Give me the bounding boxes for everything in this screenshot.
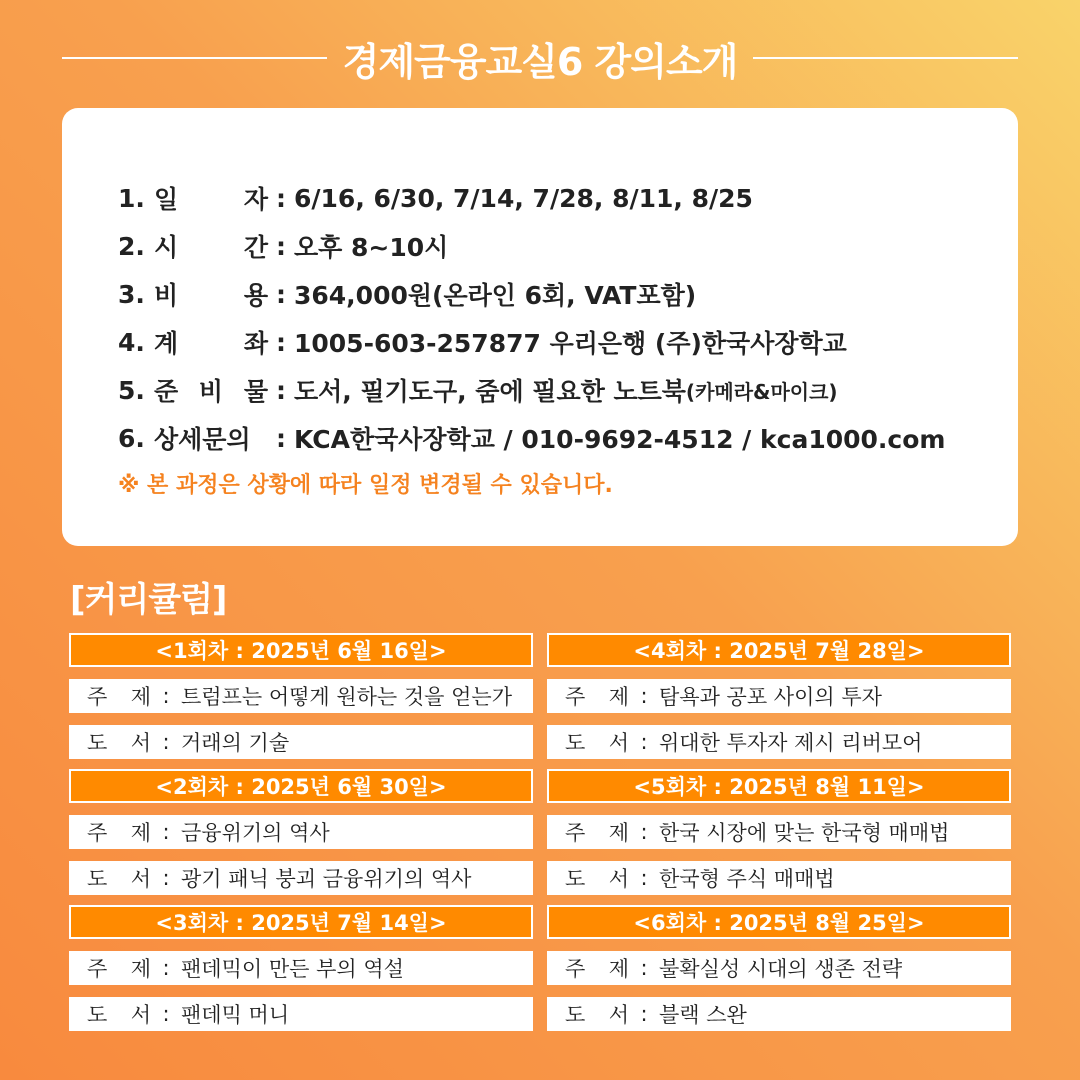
row-colon: : [640,820,648,844]
session-topic-row [69,815,533,849]
info-row-time [118,222,945,270]
session-header: <2회차 : 2025년 6월 30일> [69,769,533,803]
book-label-char: 서 [130,867,151,891]
book-label-char: 서 [608,1003,629,1027]
topic-label-char: 제 [608,957,629,981]
info-label-char: 자 [243,185,268,214]
book-label-char: 서 [608,731,629,755]
topic-label-char: 제 [130,821,151,845]
info-row-contact [118,414,945,462]
session-topic: 한국 시장에 맞는 한국형 매매법 [659,821,950,845]
session-topic: 탐욕과 공포 사이의 투자 [659,685,882,709]
row-colon: : [640,1002,648,1026]
session-topic: 팬데믹이 만든 부의 역설 [181,957,404,981]
row-colon: : [640,866,648,890]
book-label-char: 도 [87,1003,108,1027]
book-label-char: 도 [565,1003,586,1027]
topic-label-char: 주 [565,821,586,845]
topic-label-char: 제 [608,685,629,709]
topic-label-char: 주 [87,685,108,709]
info-label [154,372,268,408]
row-colon: : [162,730,170,754]
topic-label-char: 제 [130,957,151,981]
info-value: 오후 8~10시 [294,233,449,262]
row-colon: : [162,1002,170,1026]
session-topic: 불확실성 시대의 생존 전략 [659,957,903,981]
info-label [154,180,268,216]
info-colon: : [276,423,286,453]
info-label [154,228,268,264]
book-label-char: 서 [608,867,629,891]
info-number: 4. [118,327,145,357]
session-book: 거래의 기술 [181,731,290,755]
topic-label-char: 제 [130,685,151,709]
topic-label-char: 주 [565,685,586,709]
session-book-row [69,725,533,759]
row-colon: : [162,820,170,844]
topic-label [87,953,151,983]
session-book: 위대한 투자자 제시 리버모어 [659,731,923,755]
session-header: <3회차 : 2025년 7월 14일> [69,905,533,939]
book-label-char: 서 [130,731,151,755]
session-book: 한국형 주식 매매법 [659,867,835,891]
session-1 [69,633,533,769]
info-number: 5. [118,375,145,405]
info-colon: : [276,183,286,213]
topic-label [565,681,629,711]
info-label [154,324,268,360]
session-5 [547,769,1011,905]
book-label-char: 도 [565,731,586,755]
title-right-line [753,57,1018,59]
curriculum-title: [커리큘럼] [70,580,227,620]
session-topic: 트럼프는 어떻게 원하는 것을 얻는가 [181,685,512,709]
info-value: KCA한국사장학교 / 010-9692-4512 / kca1000.com [294,425,946,454]
info-label [154,276,268,312]
info-label-char: 시 [154,233,179,262]
info-colon: : [276,375,286,405]
info-label-char: 좌 [243,329,268,358]
session-header: <1회차 : 2025년 6월 16일> [69,633,533,667]
curriculum-column-right [547,633,1011,1041]
topic-label-char: 주 [87,957,108,981]
info-colon: : [276,327,286,357]
title-left-line [62,57,327,59]
session-book: 블랙 스완 [659,1003,747,1027]
book-label-char: 도 [87,867,108,891]
row-colon: : [640,684,648,708]
info-label [154,420,268,456]
session-book-row [69,861,533,895]
session-book-row [547,861,1011,895]
info-number: 3. [118,279,145,309]
book-label [565,863,629,893]
info-value: 364,000원(온라인 6회, VAT포함) [294,281,697,310]
topic-label [87,681,151,711]
book-label [87,727,151,757]
topic-label-char: 주 [565,957,586,981]
info-row-supplies [118,366,945,414]
header [62,30,1018,86]
book-label [565,999,629,1029]
info-row-cost [118,270,945,318]
curriculum-column-left [69,633,533,1041]
book-label [565,727,629,757]
info-label-char: 비 [198,377,224,406]
info-label-char: 용 [243,281,268,310]
book-label [87,999,151,1029]
page-title: 경제금융교실6 강의소개 [342,39,738,84]
topic-label [87,817,151,847]
topic-label-char: 제 [608,821,629,845]
info-number: 1. [118,183,145,213]
session-6 [547,905,1011,1041]
info-number: 2. [118,231,145,261]
session-2 [69,769,533,905]
session-topic-row [547,951,1011,985]
session-book-row [69,997,533,1031]
session-topic-row [69,679,533,713]
session-header: <5회차 : 2025년 8월 11일> [547,769,1011,803]
row-colon: : [640,730,648,754]
info-label-char: 비 [154,281,179,310]
session-topic-row [547,815,1011,849]
book-label [87,863,151,893]
session-topic-row [69,951,533,985]
info-label-char: 준 [154,377,179,406]
topic-label [565,953,629,983]
session-3 [69,905,533,1041]
info-colon: : [276,231,286,261]
info-value: 6/16, 6/30, 7/14, 7/28, 8/11, 8/25 [294,183,753,213]
info-colon: : [276,279,286,309]
info-label-char: 일 [154,185,179,214]
schedule-notice: ※ 본 과정은 상황에 따라 일정 변경될 수 있습니다. [118,473,613,498]
info-label-char: 물 [243,377,268,406]
topic-label [565,817,629,847]
session-header: <4회차 : 2025년 7월 28일> [547,633,1011,667]
row-colon: : [162,866,170,890]
info-number: 6. [118,423,145,453]
info-list [118,174,945,499]
session-topic-row [547,679,1011,713]
row-colon: : [162,956,170,980]
session-topic: 금융위기의 역사 [181,821,330,845]
session-book-row [547,997,1011,1031]
info-value-note: (카메라&마이크) [685,379,838,404]
session-book-row [547,725,1011,759]
session-book: 광기 패닉 붕괴 금융위기의 역사 [181,867,472,891]
info-label-char: 간 [243,233,268,262]
info-label-char: 상세문의 [154,425,251,454]
book-label-char: 서 [130,1003,151,1027]
info-row-account [118,318,945,366]
info-card [62,108,1018,546]
book-label-char: 도 [565,867,586,891]
session-4 [547,633,1011,769]
info-value: 도서, 필기도구, 줌에 필요한 노트북 [294,377,686,406]
book-label-char: 도 [87,731,108,755]
info-value: 1005-603-257877 우리은행 (주)한국사장학교 [294,329,847,358]
session-header: <6회차 : 2025년 8월 25일> [547,905,1011,939]
info-label-char: 계 [154,329,179,358]
row-colon: : [640,956,648,980]
info-row-date [118,174,945,222]
topic-label-char: 주 [87,821,108,845]
session-book: 팬데믹 머니 [181,1003,290,1027]
row-colon: : [162,684,170,708]
